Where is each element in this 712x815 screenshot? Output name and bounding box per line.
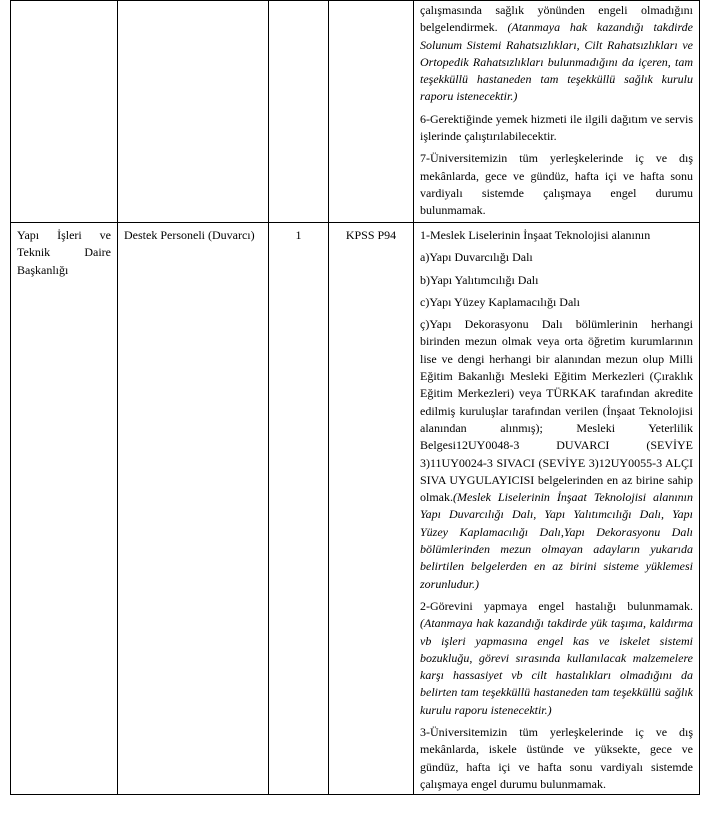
unit-cell (11, 1, 118, 223)
requirements-table (10, 0, 700, 795)
count-cell (269, 223, 329, 795)
requirement-item (420, 227, 693, 244)
requirement-text: 1-Meslek Liselerinin İnşaat Teknolojisi alanının (420, 228, 651, 242)
requirement-item (420, 249, 693, 266)
kpss-text: KPSS P94 (345, 228, 397, 242)
requirement-text: 2-Görevini yapmaya engel hastalığı bulunmamak. (420, 598, 693, 613)
requirement-item (420, 111, 693, 146)
requirement-item (420, 294, 693, 311)
requirements-cell (414, 1, 700, 223)
table-row (11, 223, 700, 795)
requirement-text: çalışmasında sağlık yönünden engeli olmadığını belgelendirmek. (420, 3, 693, 35)
position-text: Destek Personeli (Duvarcı) (124, 228, 255, 242)
unit-text: Yapı İşleri ve Teknik Daire Başkanlığı (17, 228, 111, 277)
table-row (11, 1, 700, 223)
requirement-text: 3-Üniversitemizin tüm yerleşkelerinde iç ve dış mekânlarda, iskele üstünde ve yüksekte, gece ve gündüz, hafta içi ve hafta sonu vardiyalı sistemde çalışmaya engel durumu bulunmamak. (420, 725, 693, 791)
count-cell (269, 1, 329, 223)
requirement-item (420, 272, 693, 289)
kpss-cell (329, 1, 414, 223)
requirement-item (420, 150, 693, 219)
position-cell (118, 223, 269, 795)
requirement-text: 7-Üniversitemizin tüm yerleşkelerinde iç ve dış mekânlarda, gece ve gündüz, hafta içi ve hafta sonu vardiyalı sistemde çalışmaya engel durumu bulunmamak. (420, 151, 693, 218)
requirement-item (420, 598, 693, 719)
requirement-item (420, 316, 693, 593)
requirement-text: b)Yapı Yalıtımcılığı Dalı (420, 272, 539, 287)
requirement-note: (Meslek Liselerinin İnşaat Teknolojisi alanının Yapı Duvarcılığı Dalı, Yapı Yalıtımcılığı Dalı, Yapı Yüzey Kaplamacılığı Dalı,Yapı Dekorasyonu Dalı bölümlerinden mezun olmayan adayların yukarıda belirtilen belgelerden en az birini sisteme yüklemesi zorunludur.) (420, 490, 693, 591)
count-text: 1 (295, 228, 302, 242)
requirement-text: 6-Gerektiğinde yemek hizmeti ile ilgili dağıtım ve servis işlerinde çalıştırılabilecektir. (420, 111, 693, 144)
requirement-note: (Atanmaya hak kazandığı takdirde Solunum Sistemi Rahatsızlıkları, Cilt Rahatsızlıkları ve Ortopedik Rahatsızlıkları bulunmadığını da içeren, tam teşekküllü hastaneden tam teşekküllü sağlık kurulu raporu istenecektir.) (420, 20, 694, 104)
requirement-item (420, 2, 693, 106)
requirement-text: ç)Yapı Dekorasyonu Dalı bölümlerinin herhangi birinden mezun olmak veya orta öğretim kurumlarının lise ve dengi herhangi bir alanından mezun olup Milli Eğitim Bakanlığı Mesleki Eğitim Merkezleri (Çıraklık Eğitim Merkezleri) veya TÜRKAK tarafından akredite edilmiş kuruluşlar tarafından verilen (İnşaat Teknolojisi alanından alınmış); Mesleki Yeterlilik Belgesi12UY0048-3 DUVARCI (SEVİYE 3)11UY0024-3 SIVACI (SEVİYE 3)12UY0055-3 ALÇI SIVA UYGULAYICISI belgelerinden en az birine sahip olmak. (420, 317, 693, 505)
requirements-cell (414, 223, 700, 795)
position-cell (118, 1, 269, 223)
requirement-note: (Atanmaya hak kazandığı takdirde yük taşıma, kaldırma vb işleri yapmasına engel kas ve iskelet sistemi bozukluğu, görevi sırasında kullanılacak malzemelere karşı hassasiyet vb cilt hastalıkları olmadığını da belirten tam teşekküllü hastaneden tam teşekküllü sağlık kurulu raporu istenecektir.) (420, 616, 693, 717)
requirement-text: c)Yapı Yüzey Kaplamacılığı Dalı (420, 294, 580, 309)
kpss-cell (329, 223, 414, 795)
unit-cell (11, 223, 118, 795)
requirement-text: a)Yapı Duvarcılığı Dalı (420, 250, 533, 265)
requirement-item (420, 724, 693, 793)
